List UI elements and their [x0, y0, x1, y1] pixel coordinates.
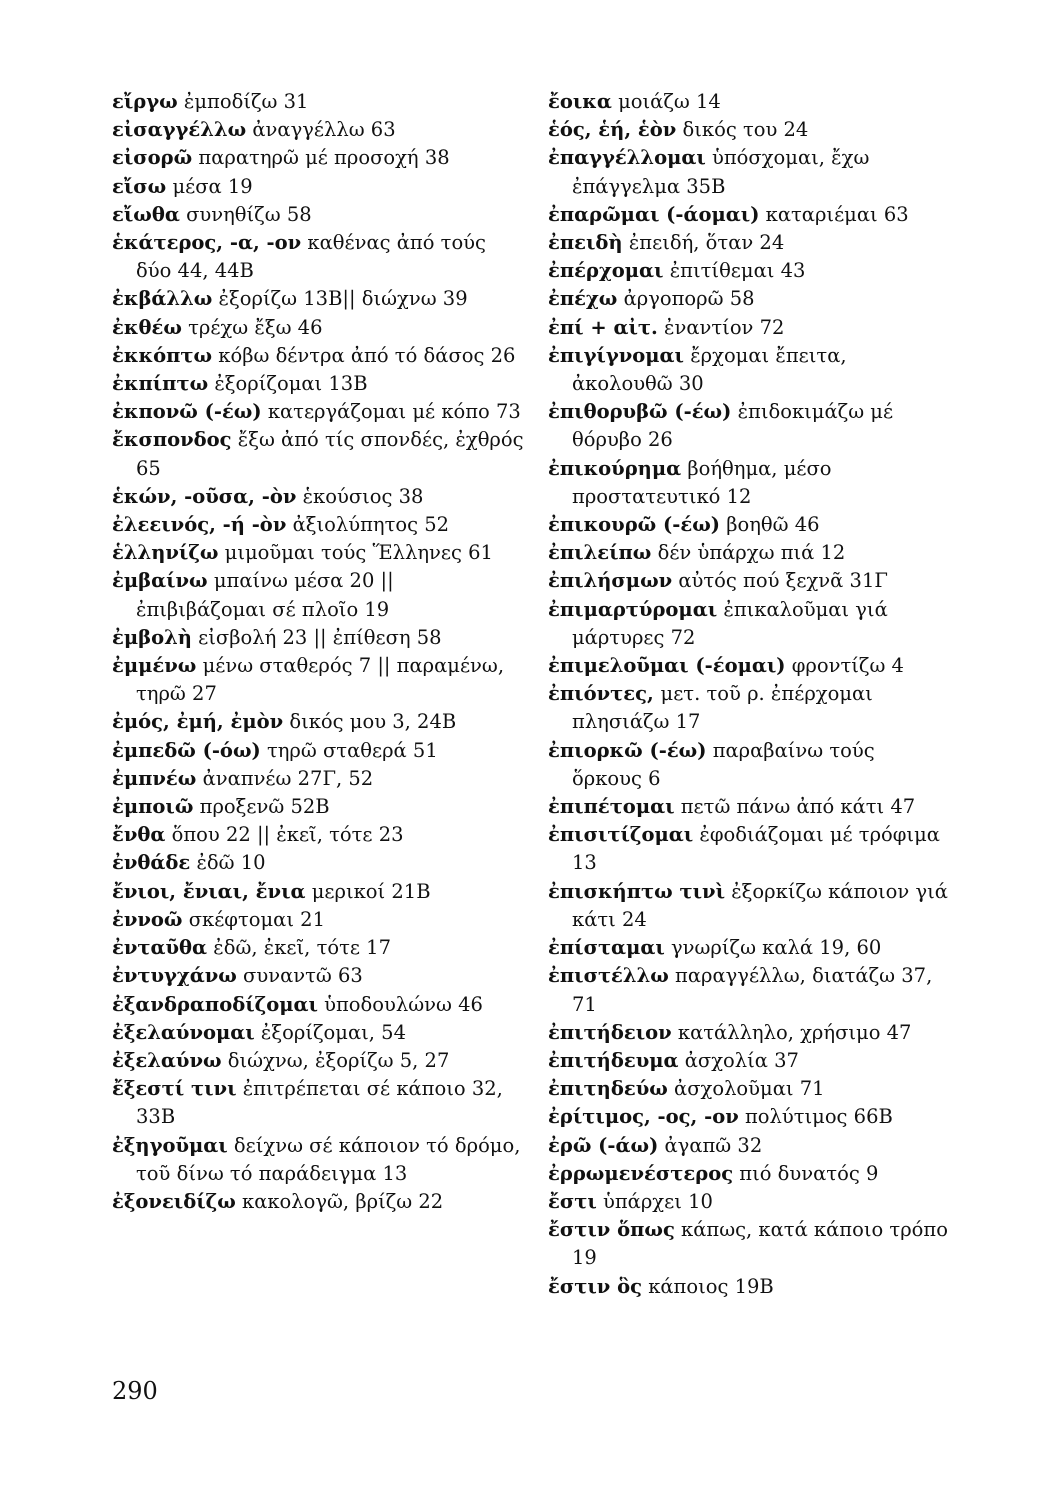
entry-definition: μιμοῦμαι τούς Ἕλληνες 61 [224, 541, 493, 565]
entry-definition: σκέφτομαι 21 [188, 907, 325, 931]
dictionary-entry [112, 821, 527, 849]
entry-definition: μερικοί 21Β [311, 879, 431, 903]
dictionary-entry [112, 1047, 527, 1075]
entry-definition: ὑπόσχομαι, ἔχω ἐπάγγελμα 35Β [572, 146, 870, 198]
entry-definition: προξενῶ 52Β [199, 795, 330, 819]
entry-headword: ἐνταῦθα [112, 936, 208, 960]
entry-definition: γνωρίζω καλά 19, 60 [670, 936, 882, 960]
entry-definition: μπαίνω μέσα 20 || ἐπιβιβάζομαι σέ πλοῖο 19 [136, 569, 394, 621]
entry-headword: ἐπιτήδευμα [548, 1048, 679, 1072]
left-column [112, 88, 527, 1216]
entry-definition: παραγγέλλω, διατάζω 37, 71 [572, 964, 933, 1016]
dictionary-entry [548, 1103, 948, 1131]
entry-definition: βοηθῶ 46 [726, 513, 820, 537]
entry-definition: καθένας ἀπό τούς δύο 44, 44Β [136, 231, 486, 283]
dictionary-entry [112, 116, 527, 144]
entry-headword: εἰσαγγέλλω [112, 118, 247, 142]
entry-headword: ἑός, ἑή, ἑὸν [548, 118, 677, 142]
dictionary-entry [112, 539, 527, 567]
entry-definition: τρέχω ἔξω 46 [188, 315, 323, 339]
entry-headword: ἐπειδὴ [548, 231, 623, 255]
entry-definition: ἐφοδιάζομαι μέ τρόφιμα 13 [572, 823, 940, 875]
entry-definition: συνηθίζω 58 [186, 202, 312, 226]
dictionary-entry [548, 116, 948, 144]
entry-definition: ἐπειδή, ὅταν 24 [628, 231, 785, 255]
entry-headword: ἔστιν ὃς [548, 1274, 642, 1298]
entry-definition: δέν ὑπάρχω πιά 12 [657, 541, 846, 565]
entry-definition: ἐναντίον 72 [664, 315, 785, 339]
entry-headword: ἐπιορκῶ (-έω) [548, 738, 707, 762]
entry-definition: ἀναπνέω 27Γ, 52 [202, 766, 374, 790]
entry-headword: ἐπίσταμαι [548, 936, 665, 960]
entry-headword: ἐξονειδίζω [112, 1189, 236, 1213]
entry-definition: παρατηρῶ μέ προσοχή 38 [198, 146, 450, 170]
dictionary-entry [112, 849, 527, 877]
entry-headword: ἑκάτερος, -α, -ον [112, 231, 302, 255]
dictionary-entry [548, 1132, 948, 1160]
entry-definition: κακολογῶ, βρίζω 22 [242, 1189, 444, 1213]
dictionary-entry [112, 1132, 527, 1188]
entry-headword: ἔστι [548, 1189, 597, 1213]
entry-definition: ἐξορίζομαι, 54 [260, 1020, 406, 1044]
dictionary-entry [112, 229, 527, 285]
entry-headword: ἐρρωμενέστερος [548, 1161, 734, 1185]
entry-definition: δικός του 24 [682, 118, 809, 142]
entry-definition: ἐξορκίζω κάποιον γιά κάτι 24 [572, 879, 948, 931]
dictionary-entry [548, 285, 948, 313]
entry-definition: καταριέμαι 63 [765, 202, 909, 226]
entry-definition: μετ. τοῦ ρ. ἐπέρχομαι πλησιάζω 17 [572, 682, 873, 734]
entry-headword: ἐξελαύνω [112, 1048, 222, 1072]
dictionary-entry [548, 821, 948, 877]
entry-definition: μέσα 19 [172, 174, 253, 198]
entry-headword: ἐπιμαρτύρομαι [548, 597, 718, 621]
dictionary-entry [112, 1075, 527, 1131]
entry-definition: ἀξιολύπητος 52 [292, 513, 450, 537]
dictionary-entry [112, 934, 527, 962]
dictionary-entry [548, 652, 948, 680]
entry-headword: ἐπιστέλλω [548, 964, 669, 988]
entry-definition: ἑκούσιος 38 [302, 484, 424, 508]
entry-headword: ἐκκόπτω [112, 343, 213, 367]
entry-definition: ἐπιδοκιμάζω μέ θόρυβο 26 [572, 400, 894, 452]
dictionary-entry [112, 567, 527, 623]
dictionary-entry [112, 652, 527, 708]
dictionary-entry [112, 511, 527, 539]
entry-definition: ἀργοπορῶ 58 [623, 287, 755, 311]
entry-definition: εἰσβολή 23 || ἐπίθεση 58 [198, 625, 442, 649]
entry-headword: ἐπέχω [548, 287, 618, 311]
dictionary-entry [548, 878, 948, 934]
entry-headword: ἐνθάδε [112, 851, 191, 875]
entry-headword: ἐλεεινός, -ή -ὸν [112, 513, 287, 537]
entry-definition: δείχνω σέ κάποιον τό δρόμο, τοῦ δίνω τό παράδειγμα 13 [136, 1133, 521, 1185]
entry-headword: ἐμπεδῶ (-όω) [112, 738, 261, 762]
dictionary-entry [112, 342, 527, 370]
entry-definition: φροντίζω 4 [791, 654, 904, 678]
entry-headword: ἔξεστί τινι [112, 1077, 237, 1101]
dictionary-entry [548, 201, 948, 229]
entry-headword: εἰσορῶ [112, 146, 193, 170]
dictionary-entry [112, 708, 527, 736]
entry-headword: ἐκπονῶ (-έω) [112, 400, 262, 424]
dictionary-entry [548, 511, 948, 539]
entry-headword: ἐπιθορυβῶ (-έω) [548, 400, 732, 424]
dictionary-entry [548, 680, 948, 736]
right-column [548, 88, 948, 1301]
entry-definition: κατάλληλο, χρήσιμο 47 [677, 1020, 912, 1044]
entry-definition: ἐμποδίζω 31 [183, 90, 309, 113]
entry-definition: τηρῶ σταθερά 51 [266, 738, 438, 762]
dictionary-entry [112, 624, 527, 652]
entry-headword: ἐπικούρημα [548, 456, 682, 480]
entry-headword: ἑλληνίζω [112, 541, 219, 565]
entry-definition: ἐπικαλοῦμαι γιά μάρτυρες 72 [572, 597, 888, 649]
dictionary-entry [112, 878, 527, 906]
dictionary-entry [548, 1273, 948, 1301]
entry-definition: ὅπου 22 || ἐκεῖ, τότε 23 [171, 823, 404, 847]
entry-headword: ἐμμένω [112, 654, 197, 678]
dictionary-entry [112, 962, 527, 990]
entry-definition: ἐξορίζω 13Β|| διώχνω 39 [218, 287, 468, 311]
dictionary-entry [112, 201, 527, 229]
dictionary-entry [112, 991, 527, 1019]
entry-definition: διώχνω, ἐξορίζω 5, 27 [227, 1048, 450, 1072]
entry-definition: ἀσχολοῦμαι 71 [674, 1077, 825, 1101]
dictionary-entry [112, 398, 527, 426]
entry-headword: ἐκβάλλω [112, 287, 213, 311]
entry-headword: ἐξηγοῦμαι [112, 1133, 228, 1157]
dictionary-entry [548, 596, 948, 652]
entry-headword: ἐπαγγέλλομαι [548, 146, 706, 170]
entry-headword: ἐπαρῶμαι (-άομαι) [548, 202, 760, 226]
dictionary-entry [548, 539, 948, 567]
dictionary-entry [548, 1019, 948, 1047]
entry-definition: πολύτιμος 66Β [744, 1105, 893, 1129]
entry-definition: πιό δυνατός 9 [739, 1161, 879, 1185]
entry-headword: ἐπί + αἰτ. [548, 315, 658, 339]
dictionary-entry [112, 426, 527, 482]
dictionary-entry [112, 1019, 527, 1047]
entry-headword: ἐπιτηδεύω [548, 1077, 668, 1101]
entry-headword: ἐξελαύνομαι [112, 1020, 255, 1044]
entry-headword: ἐκπίπτω [112, 372, 209, 396]
entry-headword: ἐπιλείπω [548, 541, 652, 565]
entry-headword: ἐρῶ (-άω) [548, 1133, 659, 1157]
entry-headword: ἐπικουρῶ (-έω) [548, 513, 721, 537]
dictionary-entry [548, 934, 948, 962]
entry-headword: ἔνιοι, ἔνιαι, ἔνια [112, 879, 306, 903]
entry-headword: εἴωθα [112, 202, 180, 226]
entry-headword: ἐμποιῶ [112, 795, 194, 819]
entry-headword: ἐπέρχομαι [548, 259, 664, 283]
dictionary-entry [548, 1216, 948, 1272]
dictionary-entry [548, 962, 948, 1018]
entry-headword: ἐκθέω [112, 315, 182, 339]
dictionary-entry [548, 1160, 948, 1188]
entry-headword: ἐπιμελοῦμαι (-έομαι) [548, 654, 786, 678]
entry-definition: κόβω δέντρα ἀπό τό δάσος 26 [218, 343, 516, 367]
dictionary-entry [112, 88, 527, 116]
entry-headword: ἐπιπέτομαι [548, 795, 675, 819]
entry-headword: ἔστιν ὅπως [548, 1218, 675, 1242]
entry-headword: εἴσω [112, 174, 167, 198]
entry-definition: ἐπιτρέπεται σέ κάποιο 32, 33Β [136, 1077, 503, 1129]
dictionary-entry [548, 793, 948, 821]
dictionary-entry [548, 1188, 948, 1216]
entry-definition: μοιάζω 14 [618, 90, 721, 113]
entry-headword: ἐξανδραποδίζομαι [112, 992, 318, 1016]
entry-headword: ἑκών, -οῦσα, -ὸν [112, 484, 297, 508]
dictionary-entry [548, 144, 948, 200]
dictionary-entry [548, 342, 948, 398]
entry-definition: συναντῶ 63 [243, 964, 363, 988]
entry-definition: ὑποδουλώνω 46 [324, 992, 483, 1016]
entry-headword: ἔκσπονδος [112, 428, 232, 452]
entry-headword: ἐπισιτίζομαι [548, 823, 694, 847]
dictionary-entry [548, 257, 948, 285]
entry-headword: ἐπιλήσμων [548, 569, 673, 593]
entry-headword: ἐπισκήπτω τινὶ [548, 879, 726, 903]
dictionary-entry [112, 144, 527, 172]
dictionary-entry [548, 567, 948, 595]
dictionary-entry [548, 455, 948, 511]
entry-headword: ἔοικα [548, 90, 612, 113]
entry-definition: ἐπιτίθεμαι 43 [669, 259, 806, 283]
entry-definition: παραβαίνω τούς ὅρκους 6 [572, 738, 875, 790]
entry-definition: ἔξω ἀπό τίς σπονδές, ἐχθρός 65 [136, 428, 524, 480]
entry-headword: ἐπιτήδειον [548, 1020, 672, 1044]
entry-definition: ἀγαπῶ 32 [664, 1133, 763, 1157]
entry-headword: ἐμός, ἐμή, ἐμὸν [112, 710, 284, 734]
entry-headword: ἐρίτιμος, -ος, -ον [548, 1105, 739, 1129]
dictionary-entry [112, 370, 527, 398]
page-number: 290 [112, 1377, 158, 1405]
dictionary-entry [112, 793, 527, 821]
entry-headword: ἐπιγίγνομαι [548, 343, 684, 367]
dictionary-entry [112, 1188, 527, 1216]
entry-definition: μένω σταθερός 7 || παραμένω, τηρῶ 27 [136, 654, 505, 706]
dictionary-entry [112, 737, 527, 765]
dictionary-entry [548, 314, 948, 342]
dictionary-entry [112, 483, 527, 511]
dictionary-entry [112, 765, 527, 793]
entry-definition: αὐτός πού ξεχνᾶ 31Γ [678, 569, 888, 593]
entry-definition: ἐδῶ, ἐκεῖ, τότε 17 [213, 936, 391, 960]
dictionary-entry [548, 1075, 948, 1103]
entry-headword: ἐπιόντες, [548, 682, 661, 706]
entry-headword: ἐννοῶ [112, 907, 183, 931]
entry-headword: ἐμβαίνω [112, 569, 208, 593]
entry-definition: ἐδῶ 10 [196, 851, 266, 875]
entry-definition: ὑπάρχει 10 [603, 1189, 713, 1213]
entry-headword: ἐμβολὴ [112, 625, 192, 649]
entry-definition: ἐξορίζομαι 13Β [214, 372, 368, 396]
entry-headword: ἐμπνέω [112, 766, 197, 790]
entry-definition: κάπως, κατά κάποιο τρόπο 19 [572, 1218, 948, 1270]
entry-headword: ἐντυγχάνω [112, 964, 237, 988]
entry-headword: εἴργω [112, 90, 178, 113]
dictionary-entry [548, 398, 948, 454]
dictionary-entry [112, 906, 527, 934]
dictionary-entry [112, 314, 527, 342]
dictionary-entry [112, 173, 527, 201]
dictionary-entry [112, 285, 527, 313]
dictionary-entry [548, 88, 948, 116]
entry-definition: δικός μου 3, 24Β [289, 710, 457, 734]
entry-definition: πετῶ πάνω ἀπό κάτι 47 [680, 795, 916, 819]
entry-definition: κατεργάζομαι μέ κόπο 73 [267, 400, 521, 424]
entry-definition: ἀναγγέλλω 63 [252, 118, 396, 142]
dictionary-entry [548, 737, 948, 793]
dictionary-entry [548, 229, 948, 257]
dictionary-entry [548, 1047, 948, 1075]
entry-definition: βοήθημα, μέσο προστατευτικό 12 [572, 456, 832, 508]
entry-headword: ἔνθα [112, 823, 166, 847]
entry-definition: ἔρχομαι ἔπειτα, ἀκολουθῶ 30 [572, 343, 847, 396]
entry-definition: κάποιος 19Β [648, 1274, 774, 1298]
entry-definition: ἀσχολία 37 [684, 1048, 799, 1072]
